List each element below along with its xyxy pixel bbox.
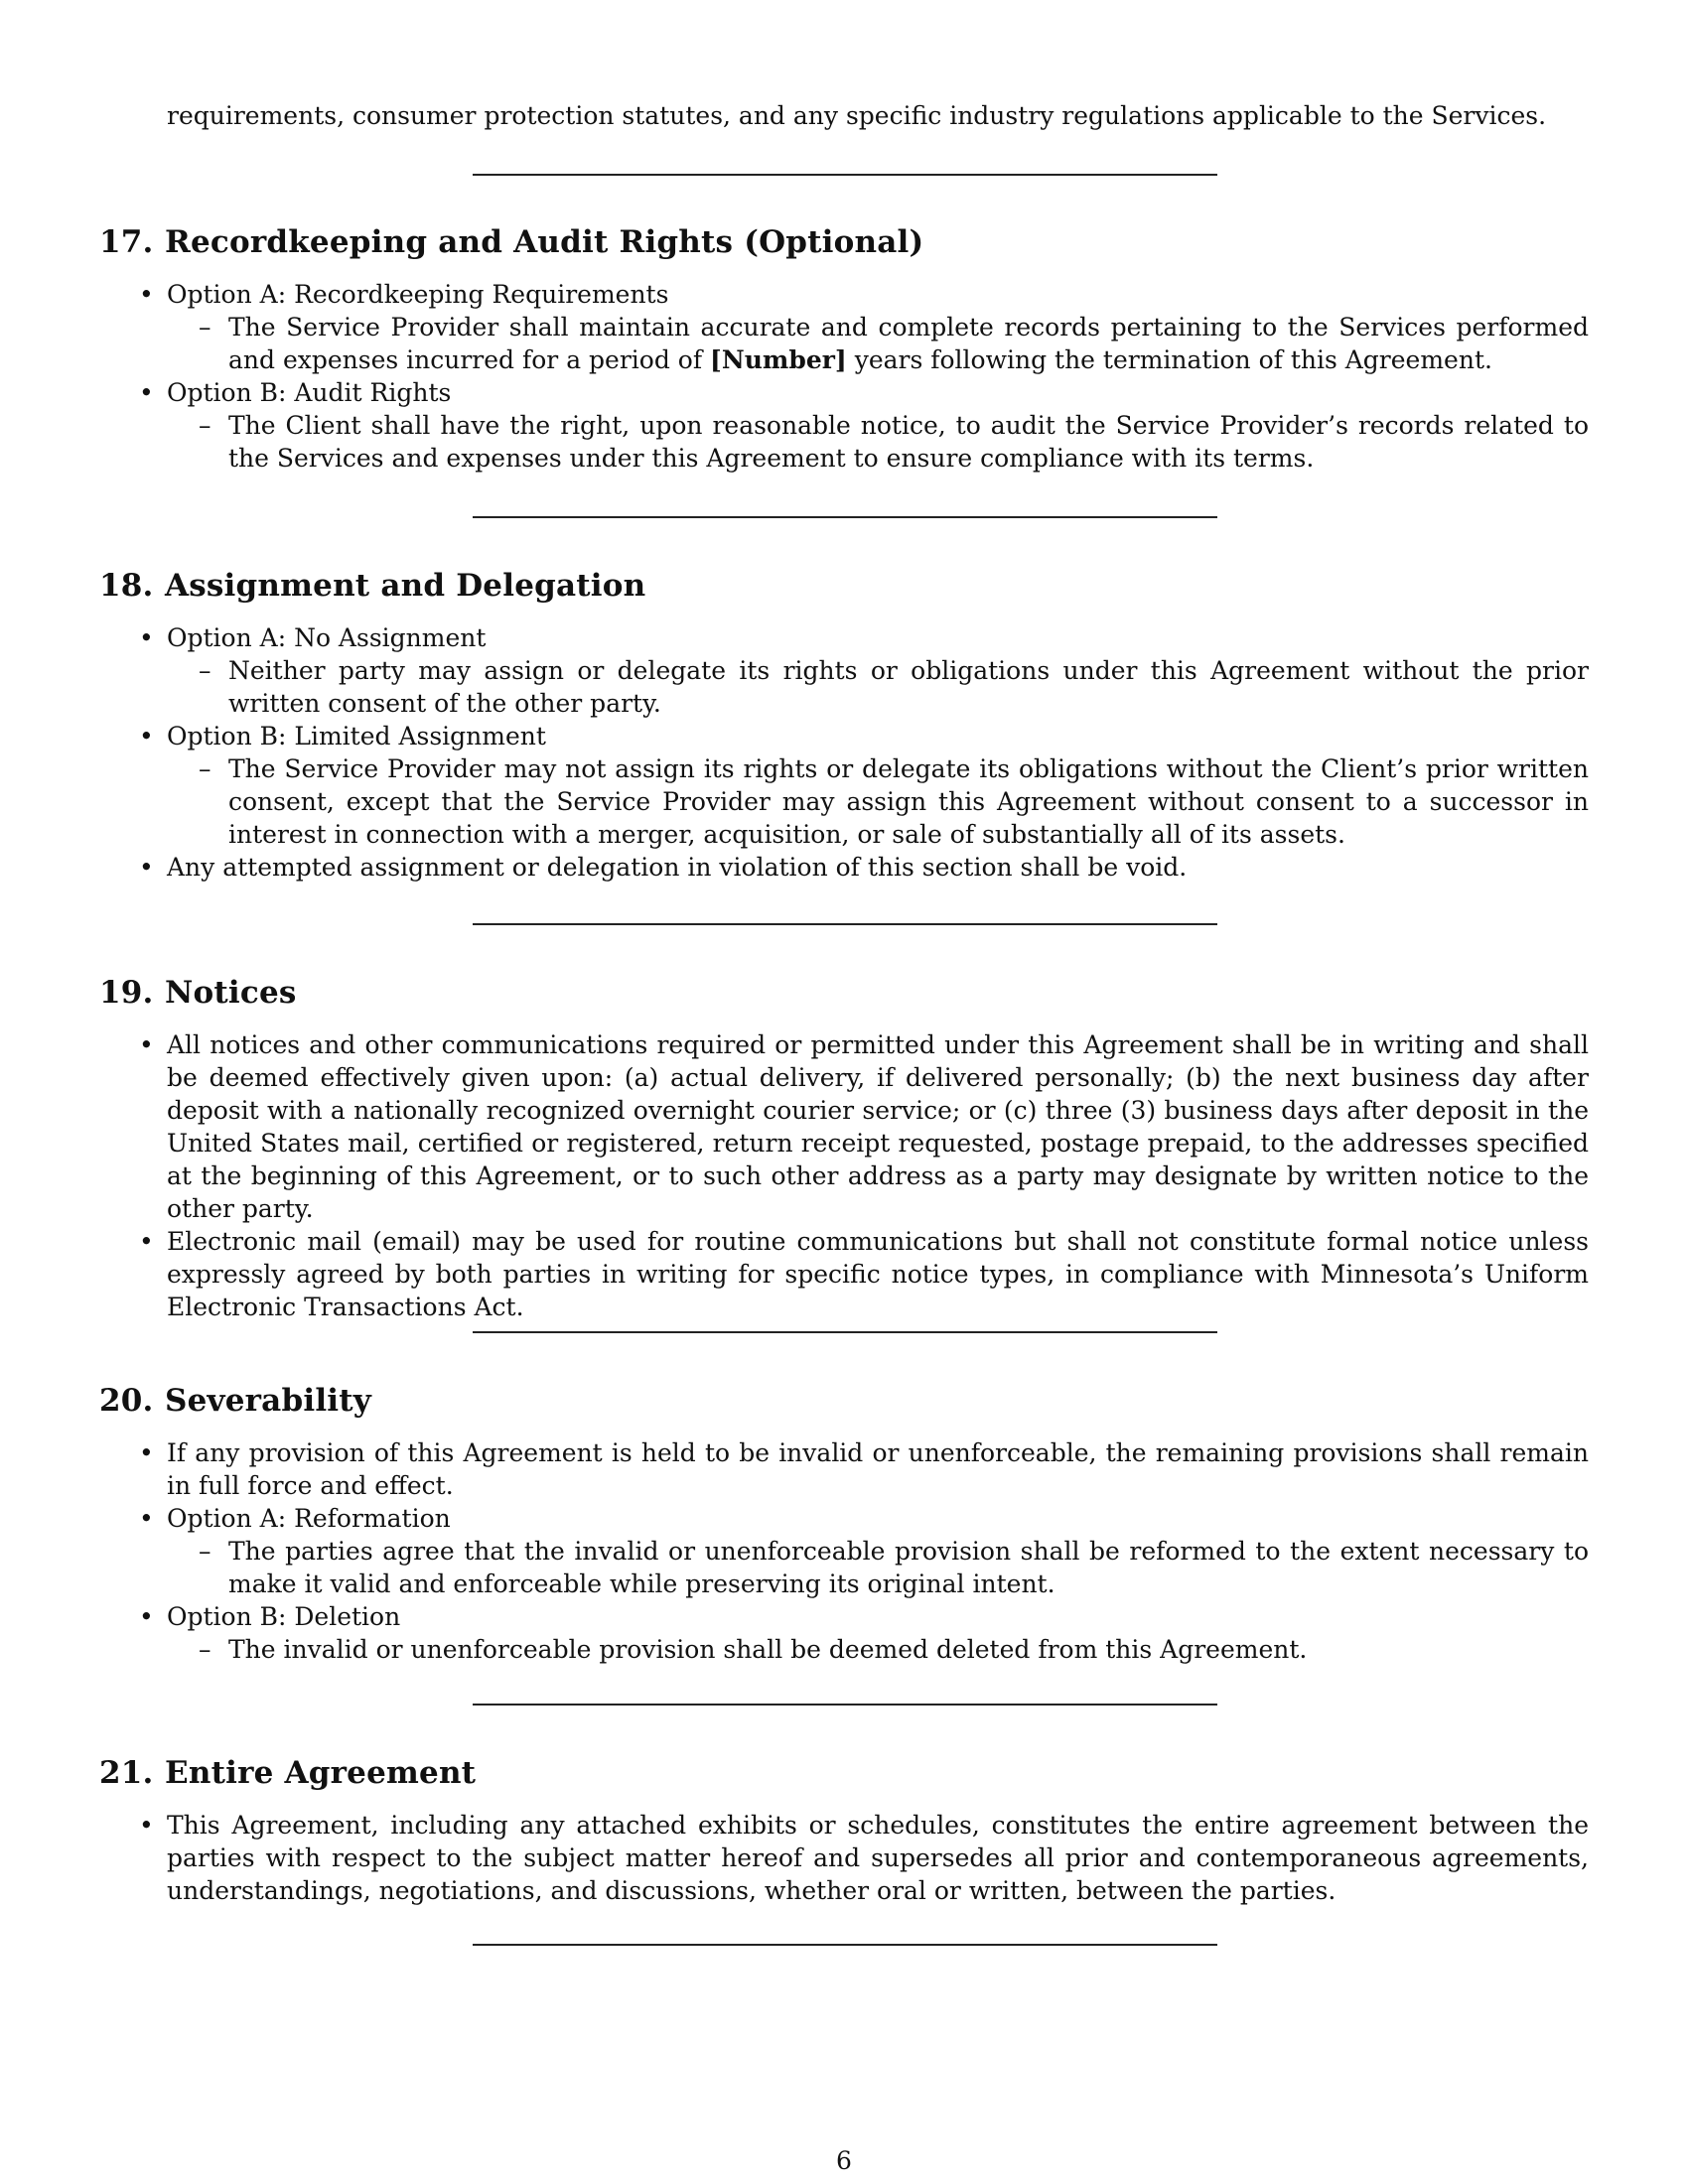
dash-icon: –	[199, 1635, 211, 1664]
placeholder-number: [Number]	[710, 345, 847, 374]
page-number: 6	[836, 2146, 852, 2175]
bullet-icon: •	[139, 623, 154, 652]
section-16-continuation: requirements, consumer protection statutes, and any specific industry regulations applicable to the Services.	[167, 101, 1547, 130]
section-18-list	[139, 621, 1589, 884]
option-label: Option B: Deletion	[167, 1602, 401, 1631]
bullet-icon: •	[139, 722, 154, 751]
section-19-heading	[99, 973, 297, 1013]
option-label: Option A: No Assignment	[167, 623, 487, 652]
section-21-heading	[99, 1753, 476, 1793]
option-label: Option B: Audit Rights	[167, 378, 452, 407]
sub-list-item: – The Client shall have the right, upon reasonable notice, to audit the Service Provider’s records related to the Services and expenses under this Agreement to ensure compliance with its terms.	[199, 411, 1589, 473]
section-number: 18.	[99, 568, 154, 604]
option-label: Option B: Limited Assignment	[167, 722, 546, 751]
list-item: • All notices and other communications required or permitted under this Agreement shall be in writing and shall be deemed effectively given upon: (a) actual delivery, if delivered personally; (b) the next business day after deposit with a nationally recognized overnight courier service; or (c) three (3) business days after deposit in the United States mail, certified or registered, return receipt requested, postage prepaid, to the addresses specified at the beginning of this Agreement, or to such other address as a party may designate by written notice to the other party.	[139, 1030, 1589, 1223]
sub-list-item: – Neither party may assign or delegate its rights or obligations under this Agreement without the prior written consent of the other party.	[199, 656, 1589, 718]
list-item	[139, 621, 1589, 720]
section-title: Assignment and Delegation	[165, 568, 646, 604]
section-18-heading	[99, 566, 645, 606]
sub-list-item: – The Service Provider may not assign its rights or delegate its obligations without the Client’s prior written consent, except that the Service Provider may assign this Agreement without consent to a successor in interest in connection with a merger, acquisition, or sale of substantially all of its assets.	[199, 754, 1589, 849]
section-17-list	[139, 278, 1589, 475]
list-item	[139, 720, 1589, 851]
section-title: Severability	[165, 1383, 372, 1419]
dash-icon: –	[199, 754, 211, 783]
sub-list-item: – The Service Provider shall maintain accurate and complete records pertaining to the Services performed and expenses incurred for a period of [Number] years following the termination of this Agreement.	[199, 313, 1589, 374]
option-label: Option A: Recordkeeping Requirements	[167, 280, 669, 309]
section-divider	[473, 1704, 1217, 1706]
section-number: 20.	[99, 1383, 154, 1419]
section-20-list	[139, 1436, 1589, 1666]
list-item	[139, 1502, 1589, 1600]
section-title: Entire Agreement	[165, 1755, 477, 1791]
section-title: Recordkeeping and Audit Rights (Optional)	[165, 224, 924, 260]
section-divider	[473, 516, 1217, 518]
section-20-heading	[99, 1381, 371, 1421]
section-19-list	[139, 1028, 1589, 1323]
bullet-icon: •	[139, 280, 154, 309]
bullet-icon: •	[139, 1504, 154, 1533]
section-number: 19.	[99, 975, 154, 1011]
section-21-list	[139, 1809, 1589, 1907]
bullet-icon: •	[139, 378, 154, 407]
list-item	[139, 278, 1589, 376]
list-item: • Electronic mail (email) may be used for routine communications but shall not constitute formal notice unless expressly agreed by both parties in writing for specific notice types, in compliance with Minnesota’s Uniform Electronic Transactions Act.	[139, 1227, 1589, 1321]
sub-list-item: – The invalid or unenforceable provision shall be deemed deleted from this Agreement.	[199, 1635, 1308, 1664]
list-item: • This Agreement, including any attached exhibits or schedules, constitutes the entire agreement between the parties with respect to the subject matter hereof and supersedes all prior and contemporaneous agreements, understandings, negotiations, and discussions, whether oral or written, between the parties.	[139, 1811, 1589, 1905]
dash-icon: –	[199, 313, 211, 341]
section-number: 17.	[99, 224, 154, 260]
section-divider	[473, 1944, 1217, 1946]
dash-icon: –	[199, 411, 211, 440]
section-number: 21.	[99, 1755, 154, 1791]
section-divider	[473, 923, 1217, 925]
section-17-heading	[99, 222, 923, 262]
option-label: Option A: Reformation	[167, 1504, 451, 1533]
list-item	[139, 376, 1589, 475]
bullet-icon: •	[139, 1227, 154, 1256]
bullet-icon: •	[139, 853, 154, 882]
list-item: • If any provision of this Agreement is held to be invalid or unenforceable, the remaining provisions shall remain in full force and effect.	[139, 1438, 1589, 1500]
bullet-icon: •	[139, 1030, 154, 1059]
bullet-icon: •	[139, 1811, 154, 1840]
section-divider	[473, 174, 1217, 176]
dash-icon: –	[199, 656, 211, 685]
dash-icon: –	[199, 1537, 211, 1566]
bullet-icon: •	[139, 1438, 154, 1467]
section-divider	[473, 1331, 1217, 1333]
sub-list-item: – The parties agree that the invalid or unenforceable provision shall be reformed to the extent necessary to make it valid and enforceable while preserving its original intent.	[199, 1537, 1589, 1598]
list-item: • Any attempted assignment or delegation in violation of this section shall be void.	[139, 853, 1188, 882]
bullet-icon: •	[139, 1602, 154, 1631]
list-item	[139, 1600, 1589, 1666]
section-title: Notices	[165, 975, 297, 1011]
